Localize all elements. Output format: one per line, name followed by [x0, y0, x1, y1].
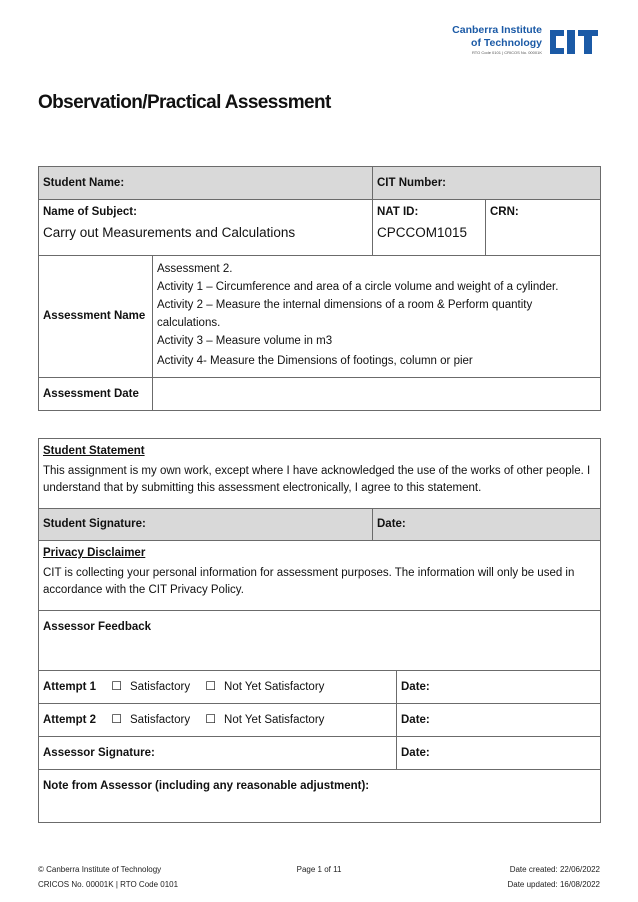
- assessor-note-cell[interactable]: [39, 770, 601, 823]
- attempt-1-satisfactory-label: Satisfactory: [130, 681, 191, 693]
- student-signature-label: Student Signature:: [43, 518, 146, 530]
- privacy-text: CIT is collecting your personal information for assessment purposes. The information will only be used in accordance with the CIT Privacy Policy.: [43, 567, 575, 596]
- assessment-line-1: Activity 1 – Circumference and area of a circle volume and weight of a cylinder.: [157, 281, 559, 293]
- attempt-1-not-yet-checkbox[interactable]: ☐: [205, 679, 217, 693]
- cit-logo: [440, 22, 600, 62]
- student-date-label: Date:: [377, 518, 406, 530]
- student-name-label: Student Name:: [43, 176, 125, 189]
- attempt-2-satisfactory-checkbox[interactable]: ☐: [111, 712, 122, 726]
- assessment-outcome-table: [38, 438, 601, 823]
- logo-text: [452, 24, 542, 50]
- footer-page: Page 1 of 11: [296, 865, 342, 874]
- assessment-name-label: Assessment Name: [43, 310, 146, 322]
- assessment-date-value-cell[interactable]: [153, 378, 601, 411]
- assessment-date-label: Assessment Date: [43, 387, 139, 400]
- assessment-name-value-cell: [153, 256, 601, 378]
- assessment-name-label-cell: [39, 256, 153, 378]
- footer-copyright: © Canberra Institute of Technology: [38, 865, 162, 874]
- logo-line-2: of Technology: [471, 37, 542, 49]
- nat-id-cell: [373, 200, 486, 256]
- attempt-2-not-yet-label: Not Yet Satisfactory: [224, 714, 325, 726]
- attempt-2-satisfactory-label: Satisfactory: [130, 714, 191, 726]
- attempt-2-not-yet-checkbox[interactable]: ☐: [205, 712, 217, 726]
- assessor-signature-cell[interactable]: [39, 737, 397, 770]
- student-name-cell[interactable]: [39, 167, 373, 200]
- attempt-1-satisfactory-checkbox[interactable]: ☐: [111, 679, 122, 693]
- page-title: Observation/Practical Assessment: [38, 92, 331, 113]
- crn-label: CRN:: [490, 206, 519, 218]
- assessor-date-label: Date:: [401, 746, 430, 759]
- crn-cell[interactable]: [486, 200, 601, 256]
- assessment-line-4: Activity 4- Measure the Dimensions of footings, column or pier: [157, 355, 473, 367]
- student-date-cell[interactable]: [373, 509, 601, 541]
- attempt-1-date-label: Date:: [401, 680, 430, 693]
- assessment-line-2: Activity 2 – Measure the internal dimensions of a room & Perform quantity calculations.: [157, 299, 533, 329]
- attempt-1-cell: [39, 671, 397, 704]
- privacy-disclaimer-cell: [39, 541, 601, 611]
- assessor-note-label: Note from Assessor (including any reasonable adjustment):: [43, 780, 370, 792]
- logo-line-1: Canberra Institute: [452, 24, 542, 36]
- assessor-date-cell[interactable]: [397, 737, 601, 770]
- nat-id-label: NAT ID:: [377, 206, 419, 218]
- footer-date-created: Date created: 22/06/2022: [509, 865, 600, 874]
- assessor-feedback-cell[interactable]: [39, 611, 601, 671]
- cit-number-cell[interactable]: [373, 167, 601, 200]
- student-statement-heading: Student Statement: [43, 445, 145, 457]
- assessment-date-label-cell: [39, 378, 153, 411]
- subject-label: Name of Subject:: [43, 206, 137, 218]
- cit-logo-mark-icon: [546, 26, 600, 58]
- subject-value: Carry out Measurements and Calculations: [43, 225, 296, 240]
- student-signature-cell[interactable]: [39, 509, 373, 541]
- footer-right: [507, 862, 600, 892]
- subject-cell: [39, 200, 373, 256]
- assessment-line-3: Activity 3 – Measure volume in m3: [157, 335, 333, 347]
- footer-cricos: CRICOS No. 00001K | RTO Code 0101: [38, 880, 179, 889]
- student-details-table: [38, 166, 601, 411]
- attempt-2-date-label: Date:: [401, 713, 430, 726]
- footer-date-updated: Date updated: 16/08/2022: [507, 880, 600, 889]
- attempt-2-label: Attempt 2: [43, 714, 97, 726]
- assessor-feedback-label: Assessor Feedback: [43, 621, 152, 633]
- student-statement-cell: [39, 439, 601, 509]
- nat-id-value: CPCCOM1015: [377, 225, 468, 240]
- attempt-1-not-yet-label: Not Yet Satisfactory: [224, 681, 325, 693]
- logo-small-print: RTO Code 0101 | CRICOS No. 00001K: [471, 50, 542, 55]
- cit-number-label: CIT Number:: [377, 176, 446, 189]
- student-statement-text: This assignment is my own work, except where I have acknowledged the use of the works of other people. I understand that by submitting this assessment electronically, I agree to this statement.: [43, 465, 591, 494]
- attempt-2-cell: [39, 704, 397, 737]
- assessor-signature-label: Assessor Signature:: [43, 746, 155, 759]
- assessment-line-0: Assessment 2.: [157, 263, 233, 275]
- attempt-1-label: Attempt 1: [43, 681, 97, 693]
- attempt-2-date-cell[interactable]: [397, 704, 601, 737]
- attempt-1-date-cell[interactable]: [397, 671, 601, 704]
- privacy-heading: Privacy Disclaimer: [43, 547, 146, 559]
